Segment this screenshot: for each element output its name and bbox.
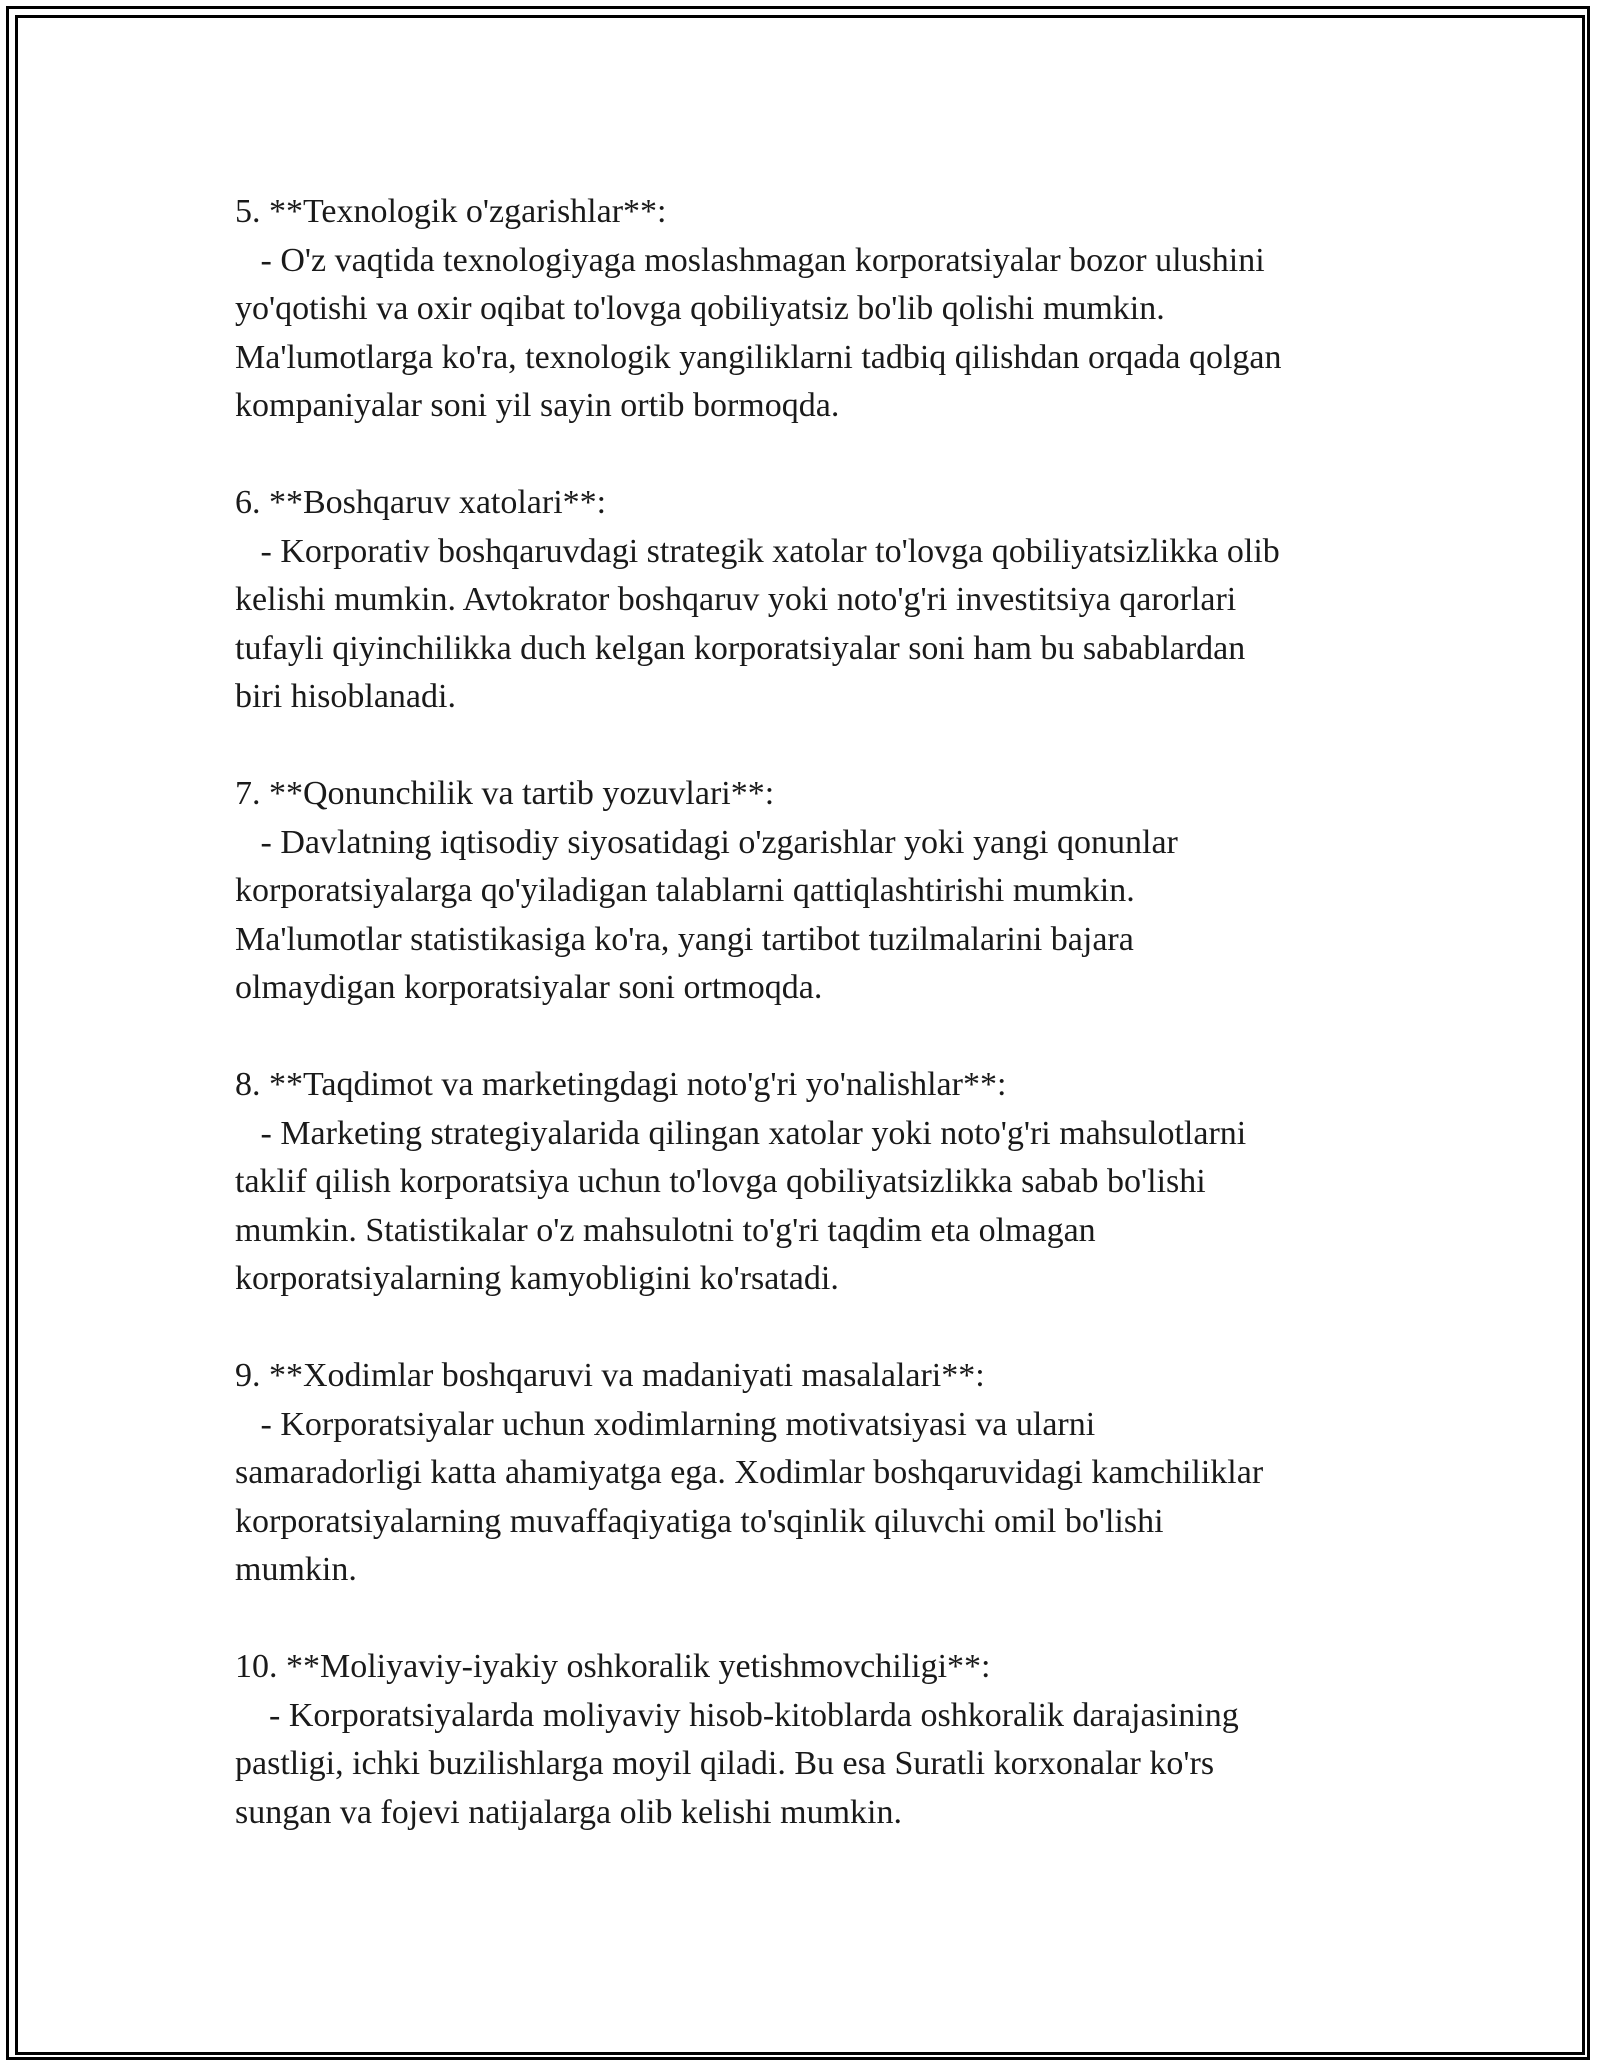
section-6: [235, 479, 1385, 722]
section-5: [235, 188, 1385, 431]
section-body: - Korporativ boshqaruvdagi strategik xatolar to'lovga qobiliyatsizlikka olib kelishi mumkin. Avtokrator boshqaruv yoki noto'g'ri investitsiya qarorlari tufayli qiyinchilikka duch kelgan korporatsiyalar soni ham bu sabablardan biri hisoblanadi.: [235, 532, 1280, 715]
section-heading: 5. **Texnologik o'zgarishlar**:: [235, 193, 667, 230]
section-heading: 7. **Qonunchilik va tartib yozuvlari**:: [235, 775, 775, 812]
section-10: [235, 1643, 1385, 1837]
section-8: [235, 1061, 1385, 1304]
section-body: - Korporatsiyalar uchun xodimlarning motivatsiyasi va ularni samaradorligi katta ahamiyatga ega. Xodimlar boshqaruvidagi kamchiliklar korporatsiyalarning muvaffaqiyatiga to'sqinlik qiluvchi omil bo'lishi mumkin.: [235, 1405, 1264, 1588]
section-7: [235, 770, 1385, 1013]
section-heading: 10. **Moliyaviy-iyakiy oshkoralik yetishmovchiligi**:: [235, 1648, 991, 1685]
section-body: - Marketing strategiyalarida qilingan xatolar yoki noto'g'ri mahsulotlarni taklif qilish korporatsiya uchun to'lovga qobiliyatsizlikka sabab bo'lishi mumkin. Statistikalar o'z mahsulotni to'g'ri taqdim eta olmagan korporatsiyalarning kamyobligini ko'rsatadi.: [235, 1114, 1247, 1297]
section-body: - Davlatning iqtisodiy siyosatidagi o'zgarishlar yoki yangi qonunlar korporatsiyalarga qo'yiladigan talablarni qattiqlashtirishi mumkin. Ma'lumotlar statistikasiga ko'ra, yangi tartibot tuzilmalarini bajara olmaydigan korporatsiyalar soni ortmoqda.: [235, 823, 1178, 1006]
section-heading: 6. **Boshqaruv xatolari**:: [235, 484, 607, 521]
section-heading: 8. **Taqdimot va marketingdagi noto'g'ri yo'nalishlar**:: [235, 1066, 1007, 1103]
document-body: [235, 188, 1385, 1886]
section-heading: 9. **Xodimlar boshqaruvi va madaniyati masalalari**:: [235, 1357, 985, 1394]
section-body: - Korporatsiyalarda moliyaviy hisob-kitoblarda oshkoralik darajasining pastligi, ichki buzilishlarga moyil qiladi. Bu esa Suratli korxonalar ko'rs sungan va fojevi natijalarga olib kelishi mumkin.: [235, 1696, 1239, 1831]
section-body: - O'z vaqtida texnologiyaga moslashmagan korporatsiyalar bozor ulushini yo'qotishi va oxir oqibat to'lovga qobiliyatsiz bo'lib qolishi mumkin. Ma'lumotlarga ko'ra, texnologik yangiliklarni tadbiq qilishdan orqada qolgan kompaniyalar soni yil sayin ortib bormoqda.: [235, 241, 1282, 424]
section-9: [235, 1352, 1385, 1595]
